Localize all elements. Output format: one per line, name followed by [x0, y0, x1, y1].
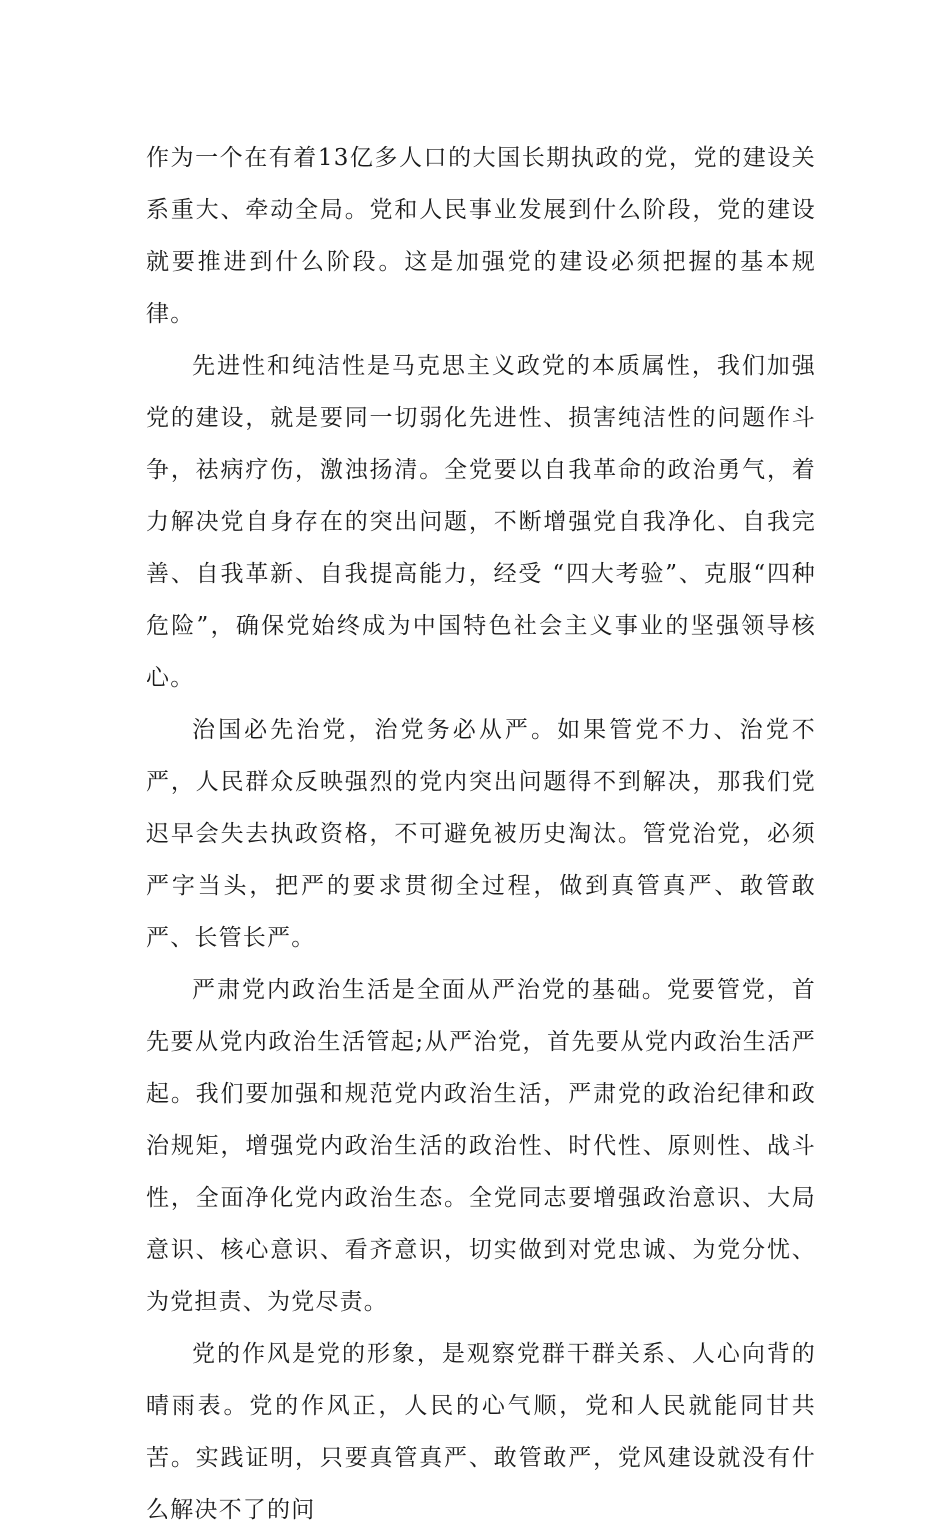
paragraph-3: 治国必先治党，治党务必从严。如果管党不力、治党不严，人民群众反映强烈的党内突出问题得不到解决，那我们党迟早会失去执政资格，不可避免被历史淘汰。管党治党，必须严字当头，把严的要求贯彻全过程，做到真管真严、敢管敢严、长管长严。 [146, 717, 816, 951]
paragraph-4: 严肃党内政治生活是全面从严治党的基础。党要管党，首先要从党内政治生活管起;从严治党，首先要从党内政治生活严起。我们要加强和规范党内政治生活，严肃党的政治纪律和政治规矩，增强党内政治生活的政治性、时代性、原则性、战斗性，全面净化党内政治生态。全党同志要增强政治意识、大局意识、核心意识、看齐意识，切实做到对党忠诚、为党分忧、为党担责、为党尽责。 [146, 977, 816, 1315]
document-body [146, 132, 816, 1536]
paragraph-5: 党的作风是党的形象，是观察党群干群关系、人心向背的晴雨表。党的作风正，人民的心气顺，党和人民就能同甘共苦。实践证明，只要真管真严、敢管敢严，党风建设就没有什么解决不了的问 [146, 1341, 816, 1523]
paragraph-1: 作为一个在有着13亿多人口的大国长期执政的党，党的建设关系重大、牵动全局。党和人民事业发展到什么阶段，党的建设就要推进到什么阶段。这是加强党的建设必须把握的基本规律。 [146, 145, 816, 327]
paragraph-2: 先进性和纯洁性是马克思主义政党的本质属性，我们加强党的建设，就是要同一切弱化先进性、损害纯洁性的问题作斗争，祛病疗伤，激浊扬清。全党要以自我革命的政治勇气，着力解决党自身存在的突出问题，不断增强党自我净化、自我完善、自我革新、自我提高能力，经受 “四大考验”、克服“四种危险”，确保党始终成为中国特色社会主义事业的坚强领导核心。 [146, 353, 816, 691]
